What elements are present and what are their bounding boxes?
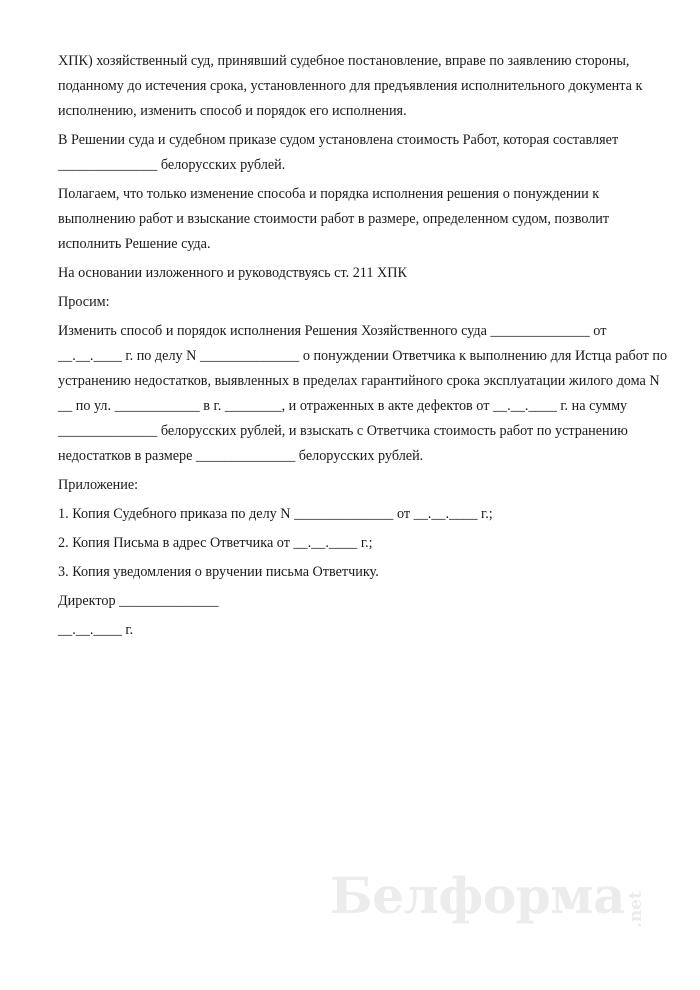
text-line: выполнению работ и взыскание стоимости работ в размере, определенном судом, позволит [58,211,610,227]
text-line: Директор ______________ [58,593,219,609]
document-body [58,49,668,647]
watermark-text: Белформа [330,866,626,925]
believe-paragraph [58,182,648,257]
appendix-item [58,560,648,585]
text-line: ______________ белорусских рублей. [58,157,286,173]
text-line: __ по ул. ____________ в г. ________, и отраженных в акте дефектов от __.__.____ г. на сумму [58,398,628,414]
text-line: ХПК) хозяйственный суд, принявший судебное постановление, вправе по заявлению стороны, [58,53,630,69]
text-line: На основании изложенного и руководствуясь ст. 211 ХПК [58,265,407,281]
text-line: ______________ белорусских рублей, и взыскать с Ответчика стоимость работ по устранению [58,423,628,439]
intro-paragraph [58,49,648,124]
appendix-item [58,531,648,556]
cost-paragraph [58,128,648,178]
request-heading [58,290,648,315]
text-line: __.__.____ г. [58,622,134,638]
watermark-logo [330,866,660,946]
appendix-heading [58,473,648,498]
date-line [58,618,648,643]
text-line: поданному до истечения срока, установленного для предъявления исполнительного документа к [58,78,643,94]
signature-line [58,589,648,614]
basis-paragraph [58,261,648,286]
text-line: устранению недостатков, выявленных в пределах гарантийного срока эксплуатации жилого дома N [58,373,660,389]
watermark-suffix: .net [626,891,646,928]
request-paragraph [58,319,668,469]
text-line: исполнить Решение суда. [58,236,211,252]
text-line: Приложение: [58,477,139,493]
text-line: В Решении суда и судебном приказе судом установлена стоимость Работ, которая составляет [58,132,619,148]
text-line: Изменить способ и порядок исполнения Решения Хозяйственного суда ______________ от [58,323,607,339]
text-line: Полагаем, что только изменение способа и порядка исполнения решения о понуждении к [58,186,600,202]
text-line: исполнению, изменить способ и порядок его исполнения. [58,103,407,119]
text-line: Просим: [58,294,110,310]
text-line: 3. Копия уведомления о вручении письма Ответчику. [58,564,379,580]
text-line: 2. Копия Письма в адрес Ответчика от __.__.____ г.; [58,535,373,551]
appendix-item [58,502,648,527]
text-line: недостатков в размере ______________ белорусских рублей. [58,448,424,464]
text-line: __.__.____ г. по делу N ______________ о понуждении Ответчика к выполнению для Истца работ по [58,348,668,364]
text-line: 1. Копия Судебного приказа по делу N ______________ от __.__.____ г.; [58,506,493,522]
